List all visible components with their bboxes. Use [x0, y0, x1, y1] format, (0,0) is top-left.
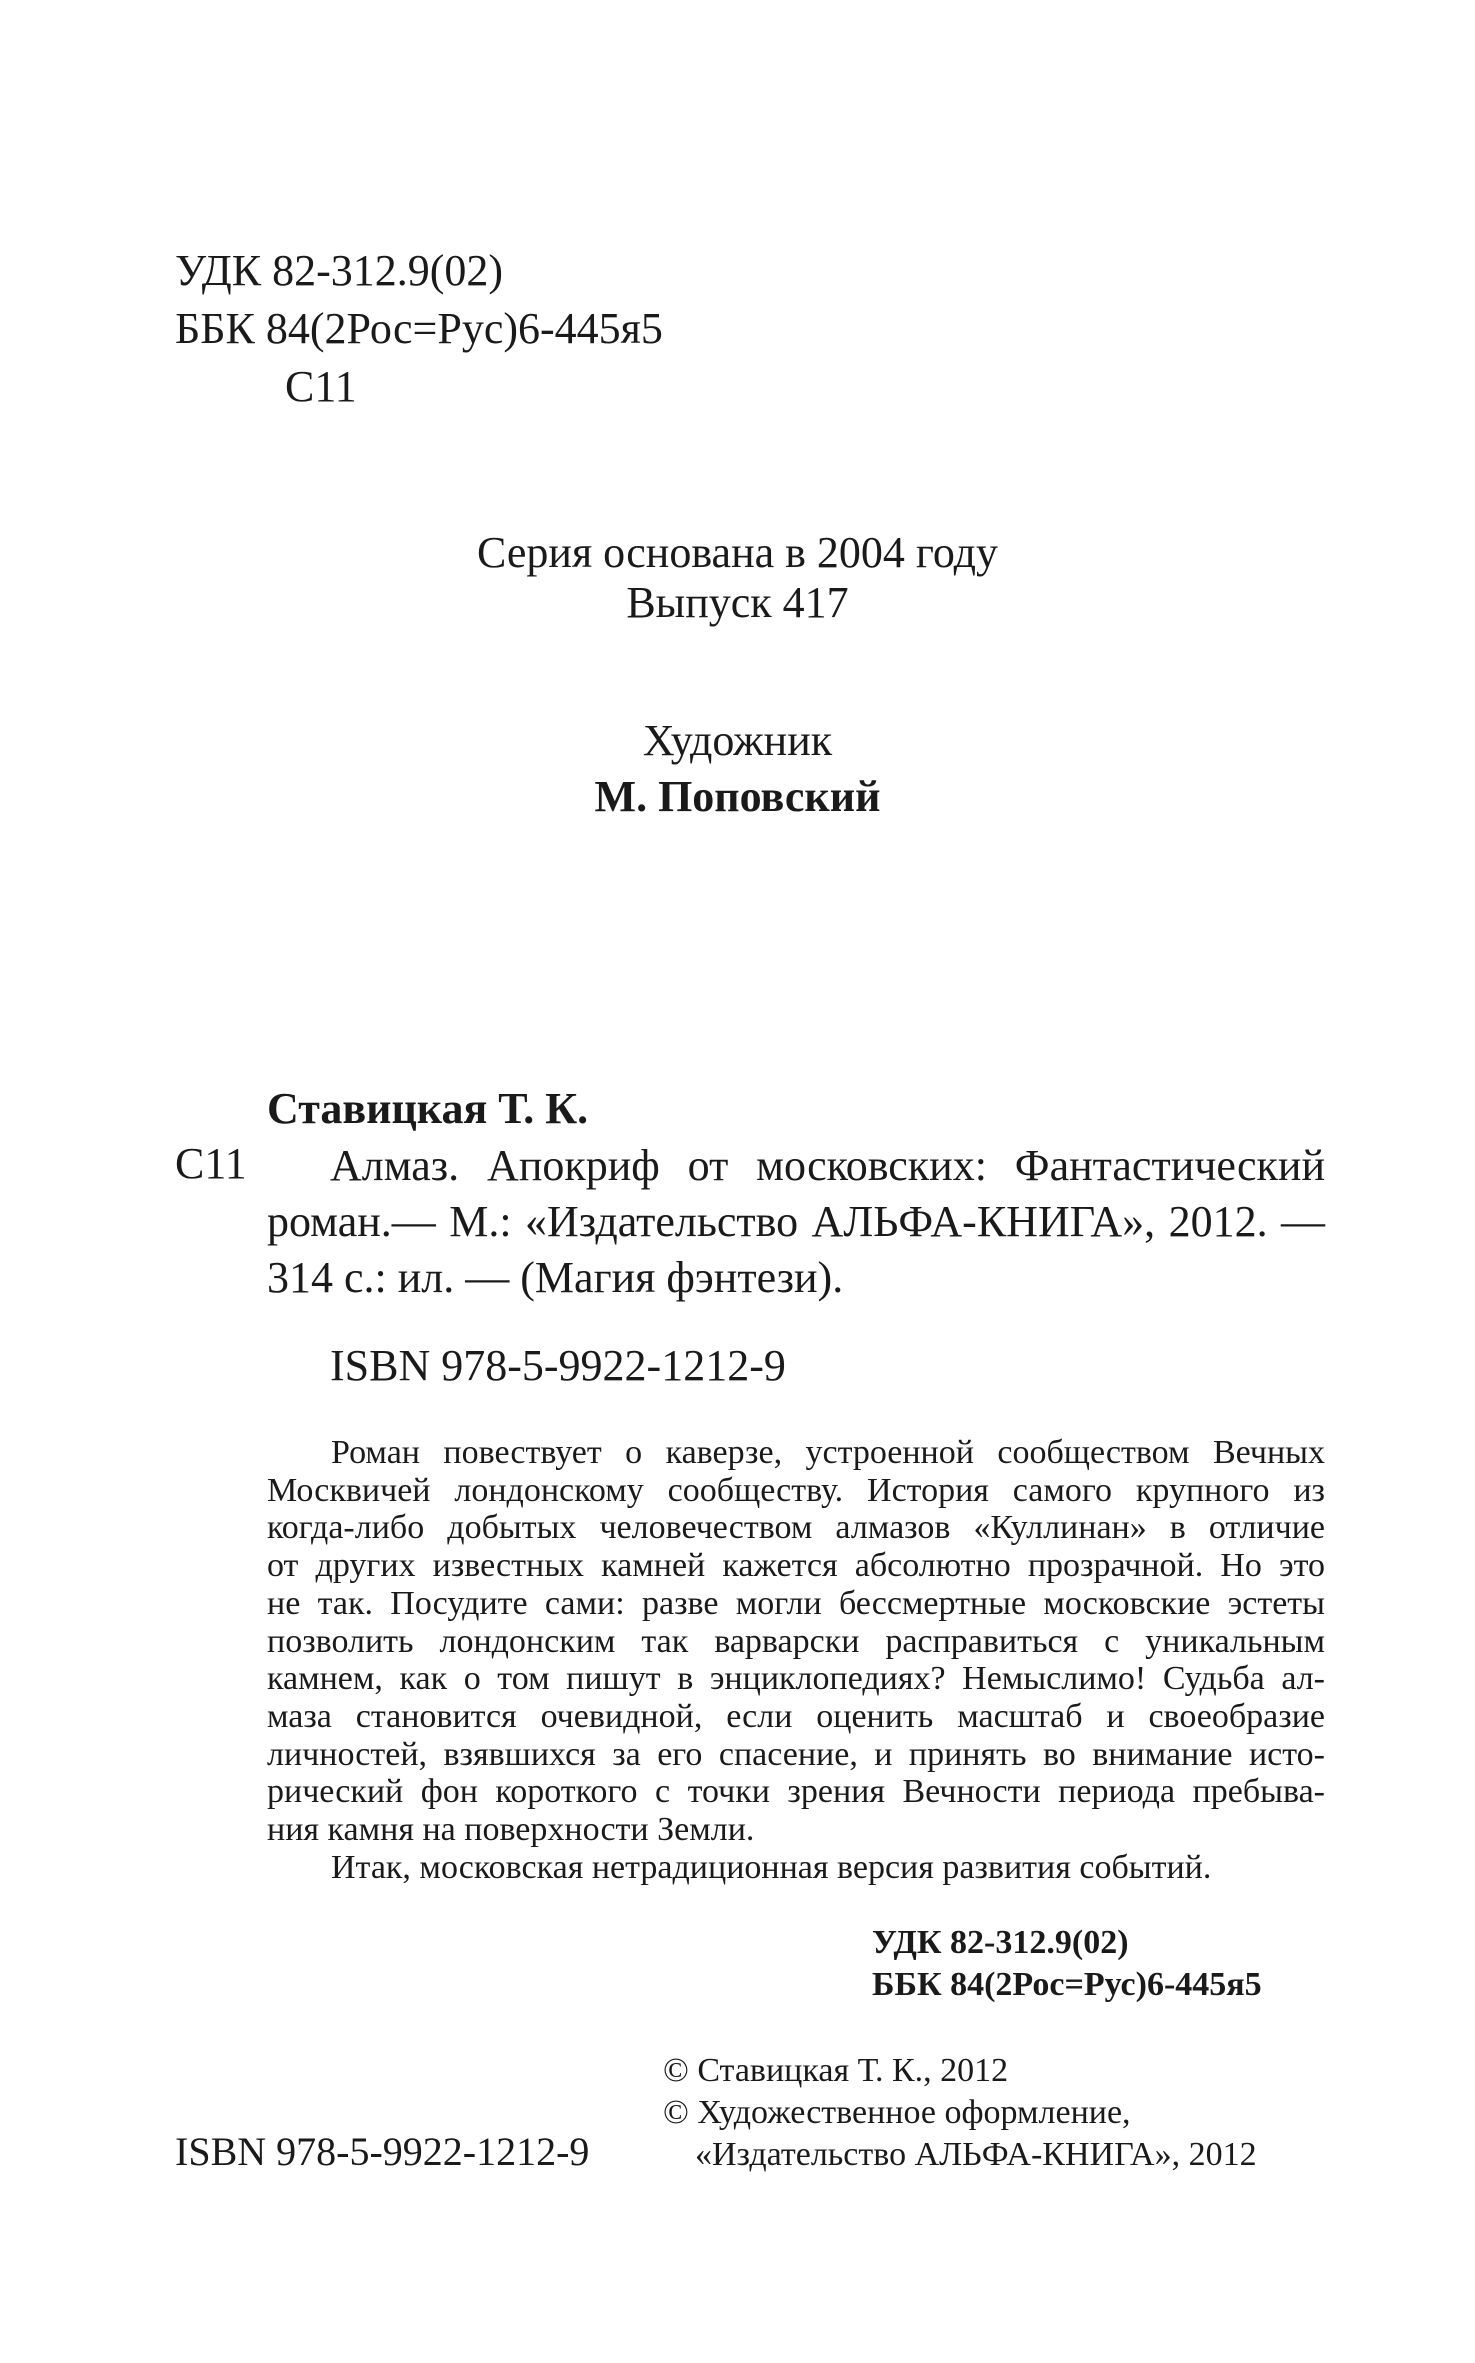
bibliography-description	[267, 1138, 1325, 1306]
artist-name: М. Поповский	[594, 772, 881, 821]
annotation-line: камнем, как о том пишут в энциклопедиях? Немыслимо! Судьба ал-	[267, 1660, 1325, 1698]
annotation-line: Итак, московская нетрадиционная версия развития событий.	[331, 1848, 1212, 1886]
annotation-line: от других известных камней кажется абсолютно прозрачной. Но это	[267, 1547, 1325, 1585]
footer-isbn: ISBN 978-5-9922-1212-9	[175, 2129, 590, 2174]
bibliography-isbn: ISBN 978-5-9922-1212-9	[330, 1341, 786, 1390]
udk-code: УДК 82-312.9(02)	[175, 246, 504, 295]
catalog-codes	[175, 242, 663, 416]
copyright-author: © Ставицкая Т. К., 2012	[663, 2052, 1009, 2089]
annotation-line: личностей, взявшихся за его спасение, и принять во внимание исто-	[267, 1735, 1325, 1773]
description-line: 314 с.: ил. — (Магия фэнтези).	[267, 1253, 844, 1302]
annotation-line: рический фон короткого с точки зрения Вечности периода пребыва-	[267, 1773, 1325, 1811]
series-founded: Серия основана в 2004 году	[476, 528, 999, 577]
udk-code-bold: УДК 82-312.9(02)	[872, 1924, 1129, 1961]
annotation-line: Москвичей лондонскому сообществу. История самого крупного из	[267, 1471, 1325, 1509]
annotation-line: ния камня на поверхности Земли.	[267, 1811, 755, 1849]
series-info	[0, 528, 1475, 628]
annotation-line: Роман повествует о каверзе, устроенной сообществом Вечных	[331, 1434, 1325, 1471]
codes-bold	[872, 1922, 1262, 2006]
annotation-line: маза становится очевидной, если оценить масштаб и своеобразие	[267, 1697, 1325, 1735]
bbk-code: ББК 84(2Рос=Рус)6-445я5	[175, 304, 663, 353]
annotation-line: позволить лондонским так варварски расправиться с уникальным	[267, 1622, 1325, 1660]
bibliography-mark: С11	[175, 1139, 247, 1188]
bibliography-author: Ставицкая Т. К.	[267, 1084, 589, 1133]
copyright-design: © Художественное оформление,	[663, 2094, 1131, 2131]
artist-label: Художник	[642, 716, 833, 765]
series-issue: Выпуск 417	[626, 578, 849, 627]
annotation	[267, 1434, 1325, 1886]
author-mark: С11	[285, 362, 357, 411]
copyright-publisher: «Издательство АЛЬФА-КНИГА», 2012	[695, 2136, 1257, 2173]
artist-credit	[0, 713, 1475, 825]
bbk-code-bold: ББК 84(2Рос=Рус)6-445я5	[872, 1966, 1262, 2003]
copyright-block	[663, 2050, 1257, 2176]
annotation-line: не так. Посудите сами: разве могли бессмертные московские эстеты	[267, 1584, 1325, 1622]
annotation-line: когда-либо добытых человечеством алмазов «Куллинан» в отличие	[267, 1509, 1325, 1547]
description-line: Алмаз. Апокриф от московских: Фантастический	[330, 1141, 1325, 1190]
description-line: роман.— М.: «Издательство АЛЬФА-КНИГА», 2012. —	[267, 1197, 1325, 1246]
